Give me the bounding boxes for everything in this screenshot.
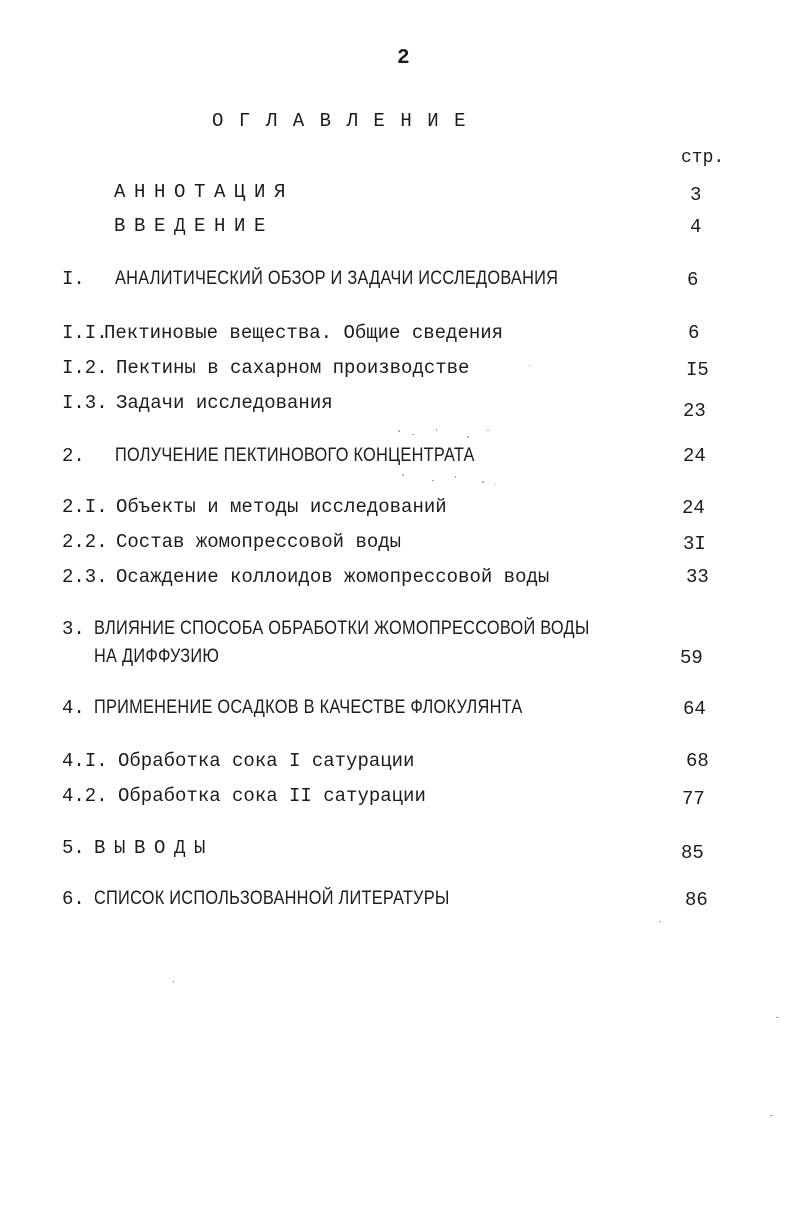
scan-speck — [432, 480, 434, 481]
toc-entry-2-1: Объекты и методы исследований — [116, 496, 447, 518]
toc-entry-3: ВЛИЯНИЕ СПОСОБА ОБРАБОТКИ ЖОМОПРЕССОВОЙ ВОДЫ — [94, 618, 590, 639]
toc-page-1-2: I5 — [686, 359, 709, 381]
scan-speck — [402, 474, 404, 476]
scan-speck — [482, 481, 484, 483]
toc-entry-4-1: Обработка сока I сатурации — [118, 750, 415, 772]
scan-speck — [770, 1115, 773, 1116]
toc-page-2: 24 — [683, 445, 706, 467]
scan-speck — [776, 1017, 779, 1018]
scan-speck — [173, 981, 174, 983]
toc-entry-introduction: ВВЕДЕНИЕ — [114, 215, 275, 237]
toc-number-3: 3. — [62, 618, 85, 640]
page-column-label: стр. — [681, 148, 725, 168]
toc-number-4-1: 4.I. — [62, 750, 108, 772]
scan-speck — [398, 430, 400, 432]
scan-speck — [436, 429, 437, 431]
toc-entry-2-2: Состав жомопрессовой воды — [116, 531, 402, 553]
toc-page-3: 59 — [680, 647, 703, 669]
toc-number-1-3: I.3. — [62, 392, 108, 414]
scan-speck — [455, 476, 456, 478]
page-number: 2 — [397, 47, 410, 70]
toc-page-2-2: 3I — [683, 533, 706, 555]
scan-speck — [487, 430, 489, 431]
toc-number-1-1: I.I. — [62, 322, 108, 344]
scan-speck — [495, 484, 496, 485]
scan-speck — [412, 434, 414, 435]
toc-page-introduction: 4 — [690, 216, 702, 238]
toc-number-5: 5. — [62, 837, 85, 859]
toc-entry-4-2: Обработка сока II сатурации — [118, 785, 426, 807]
toc-page-4: 64 — [683, 698, 706, 720]
toc-entry-3-line-2: НА ДИФФУЗИЮ — [94, 646, 220, 667]
toc-number-2-3: 2.3. — [62, 566, 108, 588]
toc-entry-4: ПРИМЕНЕНИЕ ОСАДКОВ В КАЧЕСТВЕ ФЛОКУЛЯНТА — [94, 697, 523, 718]
toc-entry-1-1: Пектиновые вещества. Общие сведения — [104, 322, 504, 344]
toc-page-1-3: 23 — [683, 400, 706, 422]
toc-page-4-1: 68 — [686, 750, 709, 772]
toc-entry-1-2: Пектины в сахарном производстве — [116, 357, 470, 379]
toc-entry-2-3: Осаждение коллоидов жомопрессовой воды — [116, 566, 550, 588]
toc-number-2-1: 2.I. — [62, 496, 108, 518]
toc-page-5: 85 — [681, 842, 704, 864]
toc-number-2-2: 2.2. — [62, 531, 108, 553]
toc-entry-5: ВЫВОДЫ — [94, 837, 215, 859]
toc-page-4-2: 77 — [682, 788, 705, 810]
toc-entry-2: ПОЛУЧЕНИЕ ПЕКТИНОВОГО КОНЦЕНТРАТА — [115, 445, 475, 466]
scan-speck — [467, 436, 469, 438]
toc-entry-6: СПИСОК ИСПОЛЬЗОВАННОЙ ЛИТЕРАТУРЫ — [94, 888, 450, 909]
page-title: ОГЛАВЛЕНИЕ — [212, 110, 482, 132]
toc-page-6: 86 — [685, 889, 708, 911]
toc-entry-1-3: Задачи исследования — [116, 392, 333, 414]
toc-page-2-3: 33 — [686, 566, 709, 588]
toc-number-2: 2. — [62, 445, 85, 467]
toc-number-4-2: 4.2. — [62, 785, 108, 807]
scan-speck — [529, 365, 530, 366]
toc-number-1-2: I.2. — [62, 357, 108, 379]
toc-entry-1: АНАЛИТИЧЕСКИЙ ОБЗОР И ЗАДАЧИ ИССЛЕДОВАНИЯ — [115, 268, 559, 289]
toc-entry-annotation: АННОТАЦИЯ — [114, 181, 295, 203]
toc-page-1: 6 — [687, 269, 699, 291]
toc-number-4: 4. — [62, 697, 85, 719]
scan-speck — [659, 921, 661, 922]
toc-number-1: I. — [62, 268, 85, 290]
toc-page-annotation: 3 — [690, 184, 702, 206]
toc-number-6: 6. — [62, 888, 85, 910]
toc-page-1-1: 6 — [688, 322, 700, 344]
toc-page-2-1: 24 — [682, 497, 705, 519]
